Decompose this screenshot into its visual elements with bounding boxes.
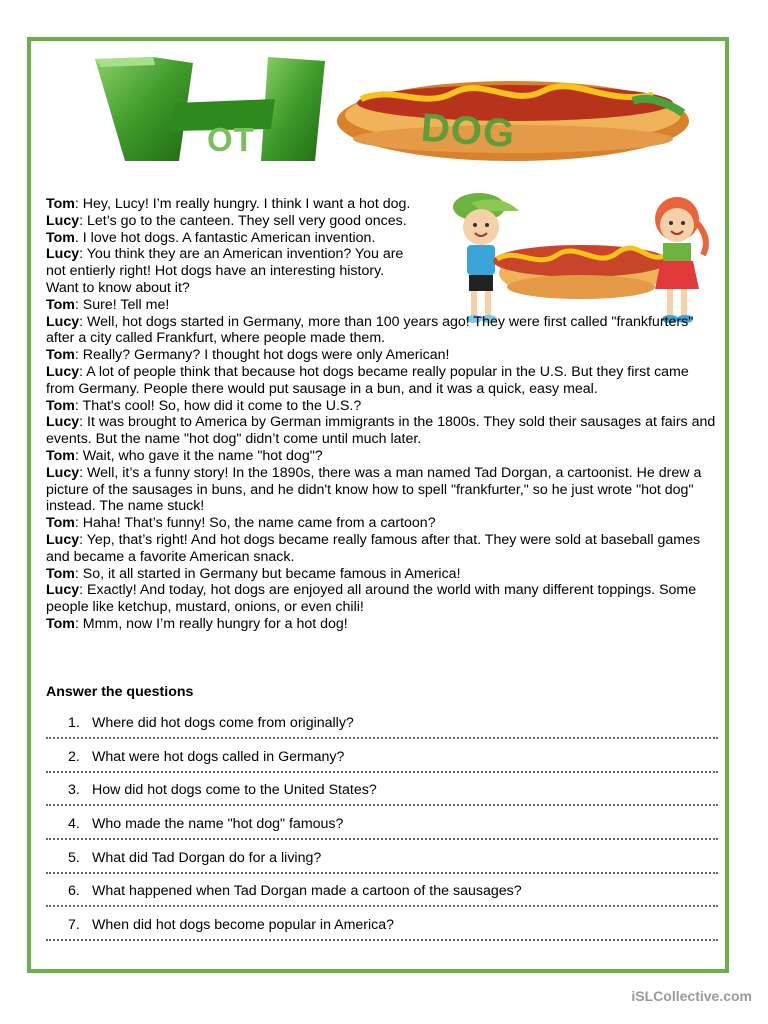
speaker-separator: : [79, 531, 87, 548]
speaker-separator: : [74, 615, 83, 632]
question-text: What did Tad Dorgan do for a living? [92, 849, 322, 866]
speaker-separator: : [79, 212, 88, 229]
title-dog: DOG [419, 105, 517, 157]
speaker-name: Lucy [46, 582, 80, 599]
question-text: When did hot dogs become popular in America? [92, 917, 395, 934]
answer-line[interactable] [46, 804, 718, 806]
speaker-name: Lucy [46, 464, 80, 481]
dialogue-line [46, 582, 718, 616]
speaker-name: Tom [46, 565, 75, 582]
dialogue-text: You think they are an American invention? You are not entierly right! Hot dogs have an interesting history. Want to know about it? [46, 246, 404, 296]
question-text-wrap [68, 781, 377, 799]
speaker-separator: : [74, 565, 83, 582]
questions-list [46, 714, 718, 950]
question-item [46, 815, 718, 849]
question-text: What were hot dogs called in Germany? [92, 748, 345, 765]
question-item [46, 781, 718, 815]
speaker-separator: : [74, 196, 83, 212]
dialogue-line [46, 414, 718, 448]
speaker-separator: : [79, 464, 88, 481]
question-item [46, 849, 718, 883]
answer-line[interactable] [46, 872, 718, 874]
question-number: 4. [68, 816, 80, 833]
dialogue-text: Well, it’s a funny story! In the 1890s, there was a man named Tad Dorgan, a cartoonist. He drew a picture of the sausages in buns, and he didn't know how to spell "frankfurter," so he just wrote "hot dog" instead. The name stuck! [46, 464, 702, 515]
dialogue-text: Hey, Lucy! I’m really hungry. I think I want a hot dog. [82, 196, 411, 212]
question-number: 6. [68, 883, 80, 900]
dialogue-text: A lot of people think that because hot dogs became really popular in the U.S. But they first came from Germany. People there would put sausage in a bun, and it was a quick, easy meal. [46, 363, 689, 397]
question-item [46, 748, 718, 782]
answer-line[interactable] [46, 838, 718, 840]
dialogue-line [46, 196, 416, 213]
dialogue-text: I love hot dogs. A fantastic American invention. [82, 229, 376, 246]
dialogue-text: Yep, that’s right! And hot dogs became really famous after that. They were sold at baseball games and became a favorite American snack. [46, 531, 701, 565]
dialogue-line [46, 246, 416, 296]
dialogue-text: Exactly! And today, hot dogs are enjoyed all around the world with many different toppings. Some people like ketchup, mustard, onions, or even chili! [46, 582, 697, 616]
question-text: What happened when Tad Dorgan made a cartoon of the sausages? [92, 883, 522, 900]
question-text: Where did hot dogs come from originally? [92, 715, 354, 731]
speaker-name: Tom [46, 447, 75, 464]
dialogue-text: It was brought to America by German immigrants in the 1800s. They sold their sausages at fairs and events. But the name "hot dog" didn’t come until much later. [46, 414, 716, 448]
dialogue-line [46, 297, 718, 314]
speaker-name: Lucy [46, 212, 80, 229]
question-text-wrap [68, 748, 344, 766]
question-text: Who made the name "hot dog" famous? [92, 816, 344, 833]
dialogue-text: That's cool! So, how did it come to the U.S.? [82, 397, 362, 414]
speaker-separator: : [74, 296, 83, 313]
hot-dog-title-graphic [93, 55, 693, 175]
dialogue-text: Well, hot dogs started in Germany, more than 100 years ago! They were first called "frankfurters" after a city called Frankfurt, where people made them. [46, 313, 694, 347]
question-text-wrap [68, 815, 343, 833]
speaker-separator: : [79, 414, 88, 431]
speaker-name: Lucy [46, 246, 80, 263]
question-item [46, 714, 718, 748]
dialogue-line [46, 347, 718, 364]
dialogue-text: Wait, who gave it the name "hot dog"? [82, 447, 323, 464]
speaker-separator: : [79, 363, 87, 380]
question-number: 2. [68, 748, 80, 765]
dialogue-line [46, 566, 718, 583]
dialogue-text [46, 196, 718, 633]
speaker-name: Lucy [46, 313, 80, 330]
speaker-separator: : [74, 397, 83, 414]
question-text-wrap [68, 714, 354, 732]
dialogue-line [46, 314, 718, 348]
speaker-name: Tom [46, 397, 75, 414]
question-number: 7. [68, 917, 80, 934]
dialogue-line [46, 213, 416, 230]
dialogue-text: Mmm, now I’m really hungry for a hot dog! [82, 615, 348, 632]
answer-line[interactable] [46, 737, 718, 739]
speaker-name: Tom [46, 515, 75, 532]
question-number: 3. [68, 782, 80, 799]
speaker-name: Lucy [46, 414, 80, 431]
dialogue-text: Really? Germany? I thought hot dogs were only American! [82, 347, 450, 364]
speaker-separator: : [79, 313, 88, 330]
worksheet-frame [27, 37, 729, 973]
dialogue-line [46, 448, 718, 465]
speaker-separator: : [74, 515, 83, 532]
speaker-separator: . [74, 229, 83, 246]
speaker-name: Tom [46, 615, 75, 632]
speaker-name: Tom [46, 196, 75, 212]
dialogue-line [46, 532, 718, 566]
speaker-name: Tom [46, 347, 75, 364]
question-item [46, 882, 718, 916]
question-text-wrap [68, 882, 522, 900]
questions-heading: Answer the questions [46, 684, 194, 700]
answer-line[interactable] [46, 771, 718, 773]
question-number: 1. [68, 715, 80, 731]
question-text-wrap [68, 849, 321, 867]
dialogue-line [46, 398, 718, 415]
speaker-separator: : [79, 246, 87, 263]
dialogue-line [46, 465, 718, 515]
title-ot: OT [207, 121, 255, 158]
question-text-wrap [68, 916, 394, 934]
speaker-name: Lucy [46, 531, 80, 548]
speaker-name: Tom [46, 296, 75, 313]
question-text: How did hot dogs come to the United States? [92, 782, 377, 799]
question-number: 5. [68, 849, 80, 866]
answer-line[interactable] [46, 939, 718, 941]
dialogue-line [46, 230, 416, 247]
speaker-name: Tom [46, 229, 75, 246]
speaker-separator: : [74, 347, 83, 364]
dialogue-text: Let’s go to the canteen. They sell very good onces. [87, 212, 407, 229]
footer-watermark: iSLCollective.com [631, 988, 752, 1004]
dialogue-line [46, 364, 718, 398]
speaker-separator: : [79, 582, 88, 599]
speaker-separator: : [74, 447, 83, 464]
answer-line[interactable] [46, 905, 718, 907]
dialogue-line [46, 515, 718, 532]
speaker-name: Lucy [46, 363, 80, 380]
dialogue-line [46, 616, 718, 633]
dialogue-text: Haha! That’s funny! So, the name came from a cartoon? [82, 515, 436, 532]
dialogue-text: Sure! Tell me! [82, 296, 170, 313]
dialogue-text: So, it all started in Germany but became famous in America! [82, 565, 461, 582]
question-item [46, 916, 718, 950]
